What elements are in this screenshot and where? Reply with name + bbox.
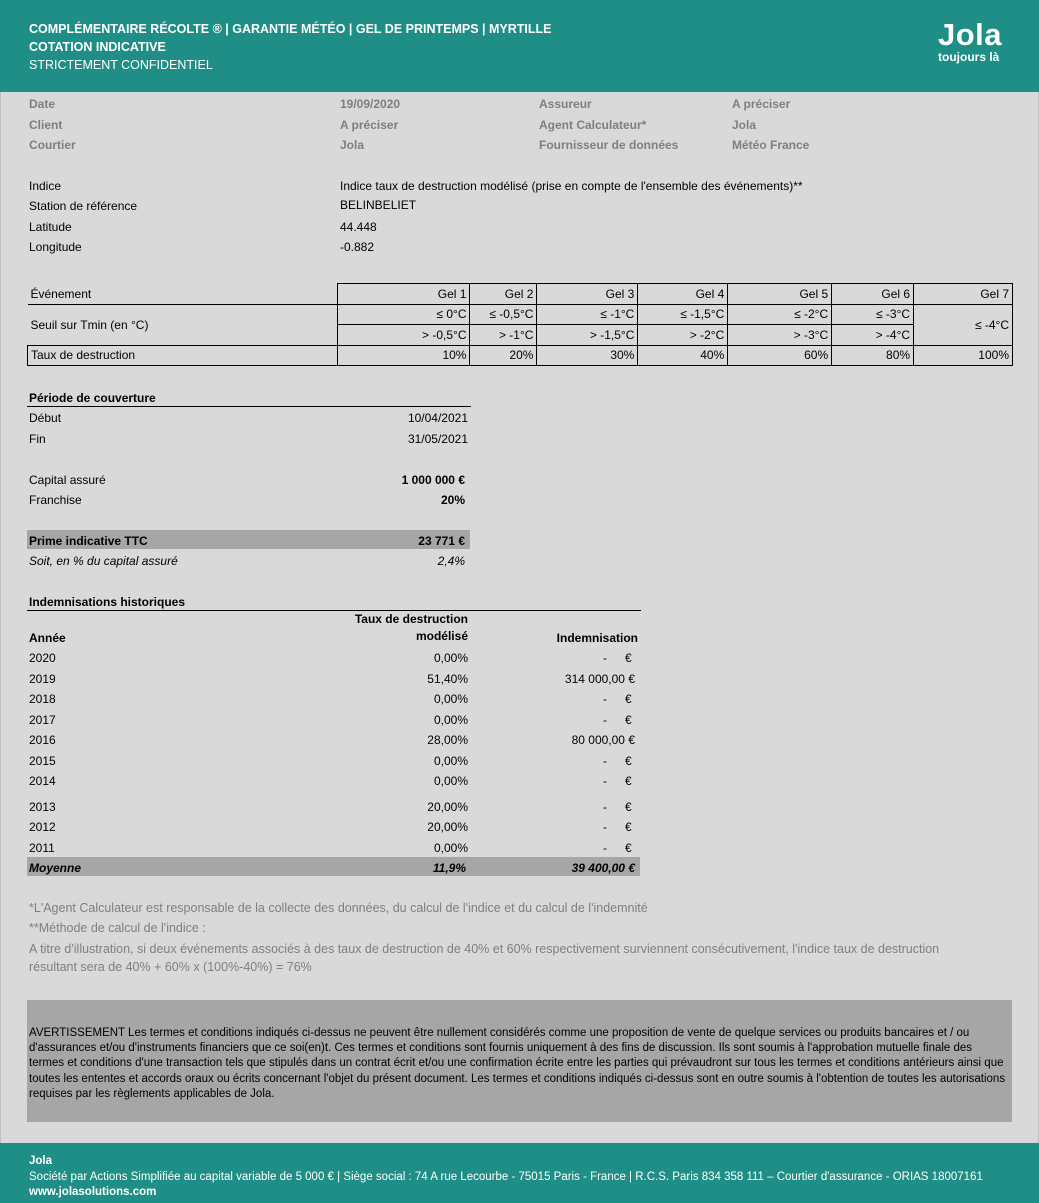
history-year: 2012 (29, 820, 56, 834)
history-taux: 0,00% (433, 754, 468, 768)
indice-label: Indice (29, 179, 62, 193)
taux-value: 10% (337, 345, 470, 366)
header-subtitle: COTATION INDICATIVE (29, 40, 166, 54)
seuil-upper: ≤ -3°C (832, 304, 914, 325)
prime-label: Prime indicative TTC (29, 534, 148, 548)
header-banner (0, 0, 1039, 92)
history-taux: 51,40% (427, 672, 468, 686)
history-year: 2011 (29, 841, 55, 855)
history-taux: 20,00% (427, 820, 468, 834)
seuil-lower: > -4°C (832, 325, 914, 346)
warning-box (27, 1000, 1012, 1122)
note-agent: *L'Agent Calculateur est responsable de la collecte des données, du calcul de l'indice et du calcul de l'indemnité (29, 901, 648, 915)
event-row-label: Événement (28, 284, 338, 305)
debut-label: Début (29, 411, 62, 425)
history-taux: 0,00% (433, 651, 468, 665)
history-taux: 0,00% (433, 713, 468, 727)
history-title: Indemnisations historiques (29, 595, 186, 609)
gel-header: Gel 6 (832, 284, 914, 305)
history-indemnisation: - (603, 754, 607, 768)
seuil-upper: ≤ -0,5°C (470, 304, 537, 325)
average-indemnisation: 39 400,00 € (571, 861, 635, 875)
latitude-label: Latitude (29, 220, 72, 234)
footer-company: Jola (29, 1155, 53, 1167)
latitude-value: 44.448 (340, 220, 377, 234)
logo-word: Jola (938, 17, 1003, 52)
gel-header: Gel 4 (638, 284, 728, 305)
seuil-upper-row (28, 304, 1013, 325)
taux-row (28, 345, 1013, 366)
history-indemnisation: - (603, 800, 607, 814)
prime-value: 23 771 € (418, 534, 465, 548)
seuil-lower: > -3°C (728, 325, 832, 346)
taux-value: 100% (914, 345, 1013, 366)
history-euro-sign: € (625, 800, 632, 814)
seuil-upper: ≤ -2°C (728, 304, 832, 325)
header-confidential: STRICTEMENT CONFIDENTIEL (29, 58, 213, 72)
history-indemnisation: - (603, 774, 607, 788)
courtier-label: Courtier (29, 138, 76, 152)
agent-value: Jola (732, 118, 757, 132)
fin-label: Fin (29, 432, 46, 446)
history-year: 2019 (29, 672, 56, 686)
agent-label: Agent Calculateur* (539, 118, 647, 132)
seuil-lower: > -1°C (470, 325, 537, 346)
debut-value: 10/04/2021 (407, 411, 468, 425)
coverage-title: Période de couverture (29, 391, 156, 405)
date-label: Date (29, 97, 56, 111)
gel-header: Gel 3 (537, 284, 638, 305)
note-method-line1: A titre d'illustration, si deux événements associés à des taux de destruction de 40% et 60% respectivement surviennent consécutivement, l'indice taux de destruction (29, 942, 940, 956)
history-year: 2015 (29, 754, 56, 768)
history-col-taux-line1: Taux de destruction (354, 612, 468, 626)
longitude-label: Longitude (29, 240, 82, 254)
assureur-value: A préciser (732, 97, 791, 111)
longitude-value: -0.882 (340, 240, 375, 254)
client-value: A préciser (340, 118, 399, 132)
history-year: 2017 (29, 713, 56, 727)
events-table (27, 283, 1013, 366)
footer-details: Société par Actions Simplifiée au capital variable de 5 000 € | Siège social : 74 A rue Lecourbe - 75015 Paris - France | R.C.S. Paris 834 358 111 – Courtier d'assurance - ORIAS 18007161 (29, 1171, 983, 1183)
taux-value: 40% (638, 345, 728, 366)
history-taux: 0,00% (433, 841, 468, 855)
seuil-lower: > -1,5°C (537, 325, 638, 346)
history-year: 2016 (29, 733, 56, 747)
history-euro-sign: € (625, 841, 632, 855)
history-indemnisation: - (603, 820, 607, 834)
history-indemnisation: - (603, 841, 607, 855)
history-col-indemnisation: Indemnisation (556, 631, 638, 645)
taux-value: 60% (728, 345, 832, 366)
fin-value: 31/05/2021 (407, 432, 468, 446)
client-label: Client (29, 118, 63, 132)
capital-label: Capital assuré (29, 473, 106, 487)
note-method-title: **Méthode de calcul de l'indice : (29, 921, 206, 935)
history-taux: 0,00% (433, 774, 468, 788)
warning-text: AVERTISSEMENT Les termes et conditions indiqués ci-dessus ne peuvent être nullement considérés comme une proposition de vente de quelque services ou produits bancaires et / ou d'assurances et/ou d'instruments financiers que ce soi(en)t. Ces termes et conditions sont fournis uniquement à des fins de discussion. Ils sont soumis à l'approbation mutuelle finale des termes et conditions d'une transaction tels que stipulés dans un contrat écrit et/ou une confirmation écrite entre les parties qui prévaudront sur tous les termes et conditions antérieurs ainsi que toutes les ententes et accords oraux ou écrits concernant l'objet du présent document. Les termes et conditions indiqués ci-dessus sont en outre soumis à l'obtention de toutes les autorisations requises par les règlements applicables de Jola. (29, 1027, 1006, 1100)
average-taux: 11,9% (432, 861, 466, 875)
footer-website-link[interactable]: www.jolasolutions.com (29, 1186, 157, 1198)
station-value: BELINBELIET (340, 198, 417, 212)
seuil-lower: > -0,5°C (337, 325, 470, 346)
header-title: COMPLÉMENTAIRE RÉCOLTE ® | GARANTIE MÉTÉO | GEL DE PRINTEMPS | MYRTILLE (29, 22, 552, 36)
history-indemnisation: - (603, 713, 607, 727)
note-method-line2: résultant sera de 40% + 60% x (100%-40%) = 76% (29, 960, 312, 974)
taux-value: 30% (537, 345, 638, 366)
seuil-lower: > -2°C (638, 325, 728, 346)
logo-tagline: toujours là (938, 50, 1000, 64)
seuil-upper: ≤ -1°C (537, 304, 638, 325)
history-euro-sign: € (625, 754, 632, 768)
history-year: 2020 (29, 651, 56, 665)
date-value: 19/09/2020 (340, 97, 401, 111)
history-indemnisation: 314 000,00 € (564, 672, 635, 686)
history-taux: 0,00% (433, 692, 468, 706)
seuil-row-label: Seuil sur Tmin (en °C) (28, 304, 338, 345)
history-indemnisation: - (603, 692, 607, 706)
seuil-upper: ≤ -1,5°C (638, 304, 728, 325)
seuil-upper: ≤ 0°C (337, 304, 470, 325)
events-header-row (28, 284, 1013, 305)
assureur-label: Assureur (539, 97, 592, 111)
history-taux: 20,00% (427, 800, 468, 814)
history-col-annee: Année (29, 631, 66, 645)
history-year: 2013 (29, 800, 56, 814)
history-euro-sign: € (625, 713, 632, 727)
soit-label: Soit, en % du capital assuré (29, 554, 178, 568)
average-label: Moyenne (29, 861, 82, 875)
franchise-label: Franchise (29, 493, 82, 507)
seuil-upper: ≤ -4°C (914, 304, 1013, 345)
history-indemnisation: - (603, 651, 607, 665)
history-taux: 28,00% (427, 733, 468, 747)
coverage-divider (27, 406, 471, 407)
history-euro-sign: € (625, 820, 632, 834)
footer-banner (0, 1143, 1039, 1203)
fournisseur-value: Météo France (732, 138, 810, 152)
indice-value: Indice taux de destruction modélisé (prise en compte de l'ensemble des événements)** (340, 179, 803, 193)
gel-header: Gel 7 (914, 284, 1013, 305)
history-indemnisation: 80 000,00 € (571, 733, 635, 747)
history-euro-sign: € (625, 692, 632, 706)
gel-header: Gel 5 (728, 284, 832, 305)
taux-value: 20% (470, 345, 537, 366)
fournisseur-label: Fournisseur de données (539, 138, 679, 152)
capital-value: 1 000 000 € (401, 473, 465, 487)
history-year: 2018 (29, 692, 56, 706)
station-label: Station de référence (29, 199, 138, 213)
gel-header: Gel 1 (337, 284, 470, 305)
taux-value: 80% (832, 345, 914, 366)
history-divider (27, 610, 641, 611)
gel-header: Gel 2 (470, 284, 537, 305)
history-year: 2014 (29, 774, 56, 788)
soit-value: 2,4% (437, 554, 465, 568)
history-euro-sign: € (625, 774, 632, 788)
history-col-taux-line2: modélisé (415, 629, 468, 643)
taux-row-label: Taux de destruction (28, 345, 338, 366)
courtier-value: Jola (340, 138, 365, 152)
jola-logo (938, 18, 1002, 64)
history-euro-sign: € (625, 651, 632, 665)
franchise-value: 20% (440, 493, 465, 507)
